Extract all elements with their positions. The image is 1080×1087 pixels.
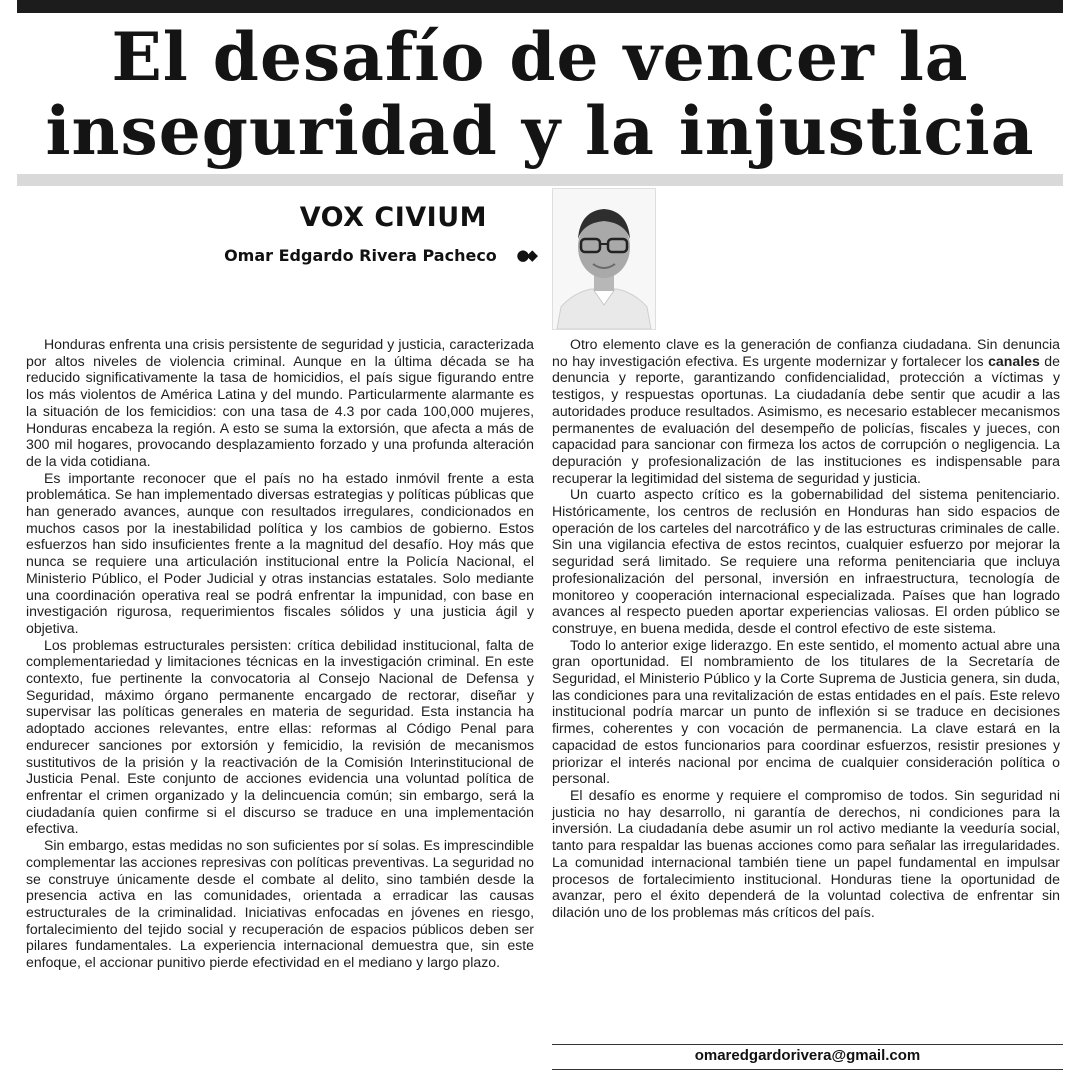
paragraph: Sin embargo, estas medidas no son suficientes por sí solas. Es imprescindible complementar las acciones represivas con políticas preventivas. La seguridad no se construye únicamente desde el combate al delito, sino también desde la presencia activa en las comunidades, orientada a erradicar las causas estructurales de la criminalidad. Iniciativas enfocadas en jóvenes en riesgo, fortalecimiento del tejido social y recuperación de espacios públicos deben ser pilares fundamentales. La experiencia internacional demuestra que, sin este enfoque, el accionar punitivo pierde efectividad en el mediano y largo plazo. [26, 837, 534, 971]
author-byline [120, 246, 535, 265]
text-run: de denuncia y reporte, garantizando confidencialidad, protección a víctimas y testigos, y respuestas oportunas. La ciudadanía debe sentir que acudir a las autoridades produce resultados. Asimismo, es necesario establecer mecanismos permanentes de evaluación del desempeño de policías, fiscales y jueces, con capacidad para sancionar con firmeza los actos de corrupción o negligencia. La depuración y profesionalización de las instituciones es indispensable para recuperar la legitimidad del sistema de seguridad y justicia. [552, 352, 1060, 486]
email-top-rule [552, 1044, 1063, 1045]
paragraph [552, 336, 1060, 486]
author-email[interactable]: omaredgardorivera@gmail.com [694, 1047, 921, 1064]
paragraph: Es importante reconocer que el país no ha estado inmóvil frente a esta problemática. Se han implementado diversas estrategias y políticas públicas que han generado avances, aunque con resultados irregulares, condicionados en muchos casos por la inestabilidad política y los cambios de gobierno. Estos esfuerzos han sido insuficientes frente a la magnitud del desafío. Hoy más que nunca se requiere una articulación institucional entre la Policía Nacional, el Ministerio Público, el Poder Judicial y otras instancias estatales. Solo mediante una coordinación operativa real se podrá enfrentar la impunidad, con base en investigación rigurosa, requerimientos fiscales sólidos y una justicia ágil y objetiva. [26, 469, 534, 636]
author-name: Omar Edgardo Rivera Pacheco [224, 246, 497, 265]
bold-keyword: canales [988, 352, 1040, 369]
paragraph: Los problemas estructurales persisten: crítica debilidad institucional, falta de complementariedad y limitaciones técnicas en la investigación criminal. En este contexto, fue pertinente la convocatoria al Consejo Nacional de Defensa y Seguridad, máximo órgano permanente encargado de rectorar, diseñar y supervisar las políticas generales en materia de seguridad. Esta instancia ha adoptado acciones relevantes, entre ellas: reformas al Código Penal para endurecer sanciones por extorsión y femicidio, la revisión de mecanismos sustitutivos de la prisión y la reactivación de la Comisión Interinstitucional de Justicia Penal. Este conjunto de acciones evidencia una voluntad política de enfrentar el crimen organizado y la delincuencia común; sin embargo, será la ciudadanía quien confirme si el discurso se traduce en una implementación efectiva. [26, 636, 534, 837]
author-photo [552, 188, 656, 330]
headline-divider [17, 174, 1063, 186]
paragraph: Todo lo anterior exige liderazgo. En este sentido, el momento actual abre una gran oportunidad. El nombramiento de los titulares de la Secretaría de Seguridad, el Ministerio Público y la Corte Suprema de Justicia genera, sin duda, las condiciones para una revitalización de estas entidades en el país. Este relevo institucional podría marcar un punto de inflexión si se traduce en decisiones firmes, coherentes y con vocación de permanencia. La clave estará en la capacidad de estos funcionarios para coordinar esfuerzos, resistir presiones y priorizar el interés nacional por encima de cualquier consideración política o personal. [552, 636, 1060, 787]
article-column-left [26, 336, 534, 971]
email-bottom-rule [552, 1069, 1063, 1070]
paragraph: El desafío es enorme y requiere el compromiso de todos. Sin seguridad ni justicia no hay desarrollo, ni garantía de derechos, ni condiciones para la inversión. La ciudadanía debe asumir un rol activo mediante la veeduría social, tanto para respaldar las buenas acciones como para señalar las irregularidades. La comunidad internacional también tiene un papel fundamental en impulsar procesos de fortalecimiento institucional. Honduras tiene la oportunidad de avanzar, pero el éxito dependerá de la voluntad colectiva de enfrentar sin dilación uno de los problemas más críticos del país. [552, 786, 1060, 920]
text-run: Otro elemento clave es la generación de confianza ciudadana. Sin denuncia no hay investigación efectiva. Es urgente modernizar y fortalecer los [552, 336, 1060, 369]
paragraph: Un cuarto aspecto crítico es la gobernabilidad del sistema penitenciario. Históricamente, los centros de reclusión en Honduras han sido espacios de operación de los carteles del narcotráfico y de las estructuras criminales de calle. Sin una vigilancia efectiva de estos recintos, cualquier esfuerzo por mejorar la seguridad será limitado. Se requiere una reforma penitenciaria que incluya profesionalización del personal, inversión en infraestructura, tecnología de monitoreo y cooperación internacional especializada. Países que han logrado avances al respecto pueden aportar experiencias valiosas. El orden público se construye, en buena medida, desde el control efectivo de este sistema. [552, 486, 1060, 636]
arrow-right-icon: ●◆ [516, 246, 535, 264]
paragraph: Honduras enfrenta una crisis persistente de seguridad y justicia, caracterizada por altos niveles de violencia criminal. Aunque en la última década se ha reducido significativamente la tasa de homicidios, el país sigue figurando entre los más violentos de América Latina y del mundo. Particularmente alarmante es la situación de los femicidios: con una tasa de 4.3 por cada 100,000 mujeres, Honduras encabeza la región. A esto se suma la extorsión, que afecta a más de 300 mil hogares, provocando desplazamiento forzado y una profunda alteración de la vida cotidiana. [26, 336, 534, 469]
top-rule [17, 0, 1063, 13]
article-column-right [552, 336, 1060, 921]
column-name: VOX CIVIUM [299, 202, 487, 233]
headline: El desafío de vencer la inseguridad y la injusticia [45, 18, 1035, 170]
author-portrait [553, 189, 655, 329]
